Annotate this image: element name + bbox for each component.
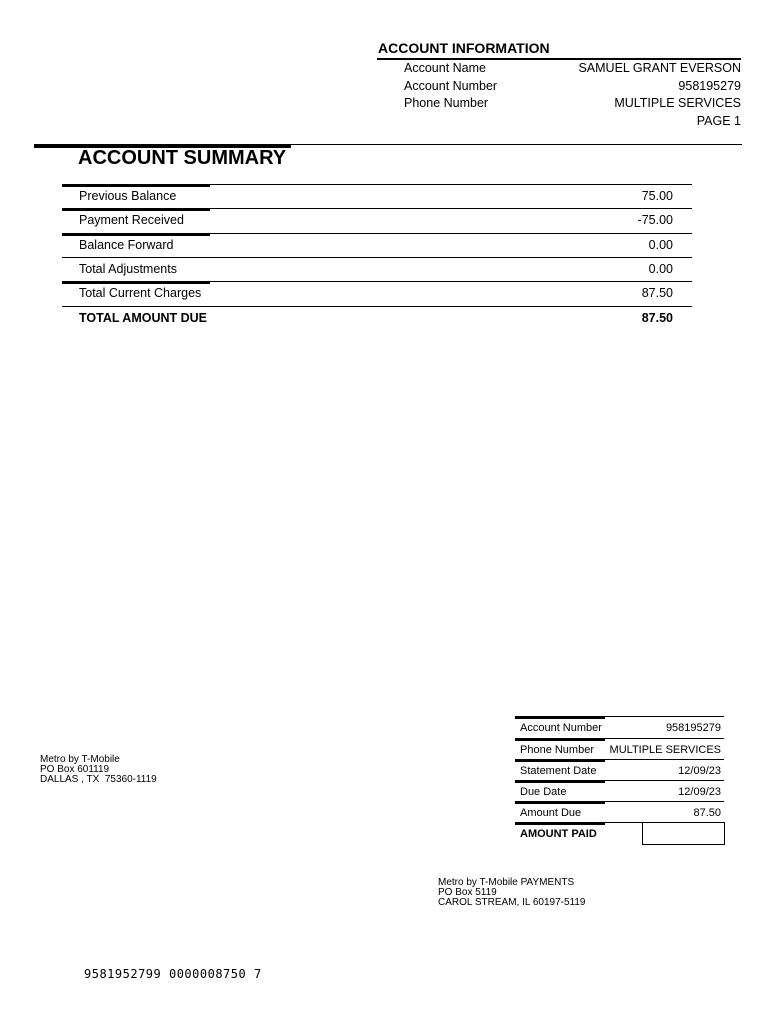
remit-label: Amount Due	[520, 807, 582, 819]
address-line: PO Box 601119	[40, 764, 110, 775]
row-rule	[62, 257, 692, 258]
summary-row-total-adjustments	[62, 257, 692, 281]
info-value: SAMUEL GRANT EVERSON	[578, 61, 741, 75]
summary-label: TOTAL AMOUNT DUE	[79, 311, 208, 325]
summary-label: Total Adjustments	[79, 262, 177, 276]
row-rule-accent	[62, 184, 210, 187]
summary-label: Previous Balance	[79, 189, 177, 203]
payment-address	[438, 878, 585, 908]
summary-label: Payment Received	[79, 213, 184, 227]
info-label: Account Number	[404, 79, 498, 93]
summary-row-previous-balance	[62, 184, 692, 208]
remit-label: Account Number	[520, 722, 602, 734]
remit-label: Phone Number	[520, 744, 594, 756]
row-rule-accent	[62, 208, 210, 211]
amount-paid-label: AMOUNT PAID	[520, 828, 597, 840]
summary-value: 0.00	[648, 238, 673, 252]
summary-value: 75.00	[641, 189, 673, 203]
address-line: DALLAS , TX 75360-1119	[40, 774, 157, 785]
remit-label: Statement Date	[520, 765, 597, 777]
remit-row-statement-date	[515, 759, 724, 780]
summary-row-balance-forward	[62, 233, 692, 257]
summary-label: Total Current Charges	[79, 286, 202, 300]
remit-row-phone-number	[515, 738, 724, 759]
ocr-scanline: 9581952799 0000008750 7	[84, 967, 262, 981]
address-line: CAROL STREAM, IL 60197-5119	[438, 897, 586, 908]
amount-paid-field[interactable]	[642, 822, 725, 845]
summary-row-total-current-charges	[62, 281, 692, 305]
info-row-account-name	[404, 61, 741, 78]
address-line: Metro by T-Mobile PAYMENTS	[438, 877, 575, 888]
remit-row-account-number	[515, 716, 724, 737]
remit-row-due-date	[515, 780, 724, 801]
address-line: Metro by T-Mobile	[40, 754, 120, 765]
summary-value: 0.00	[648, 262, 673, 276]
account-information-rule	[377, 58, 741, 60]
row-rule-accent	[62, 281, 210, 284]
row-rule-accent	[62, 233, 210, 236]
account-information-title: ACCOUNT INFORMATION	[378, 40, 550, 56]
row-rule-accent	[515, 738, 605, 741]
remit-value: MULTIPLE SERVICES	[609, 744, 721, 756]
account-summary-title: ACCOUNT SUMMARY	[78, 147, 287, 169]
remit-value: 12/09/23	[678, 765, 721, 777]
row-rule	[62, 306, 692, 307]
summary-value: 87.50	[641, 286, 673, 300]
sender-address	[40, 755, 157, 785]
info-label: Account Name	[404, 61, 486, 75]
info-row-account-number	[404, 79, 741, 96]
summary-value: -75.00	[637, 213, 673, 227]
address-line: PO Box 5119	[438, 887, 497, 898]
remit-label: Due Date	[520, 786, 567, 798]
summary-label: Balance Forward	[79, 238, 174, 252]
row-rule-accent	[515, 716, 605, 719]
info-value: 958195279	[678, 79, 741, 93]
remit-row-rule-accent	[515, 822, 605, 825]
summary-value: 87.50	[641, 311, 673, 325]
summary-row-payment-received	[62, 208, 692, 232]
info-value: MULTIPLE SERVICES	[614, 96, 741, 110]
info-row-phone-number	[404, 96, 741, 113]
row-rule-accent	[515, 759, 605, 762]
remit-value: 12/09/23	[678, 786, 721, 798]
row-rule-accent	[515, 801, 605, 804]
summary-row-total-amount-due	[62, 306, 692, 330]
remit-value: 958195279	[665, 722, 721, 734]
page-number: PAGE 1	[696, 114, 741, 128]
row-rule-accent	[515, 780, 605, 783]
info-label: Phone Number	[404, 96, 489, 110]
remit-value: 87.50	[693, 807, 721, 819]
remit-row-amount-due	[515, 801, 724, 822]
